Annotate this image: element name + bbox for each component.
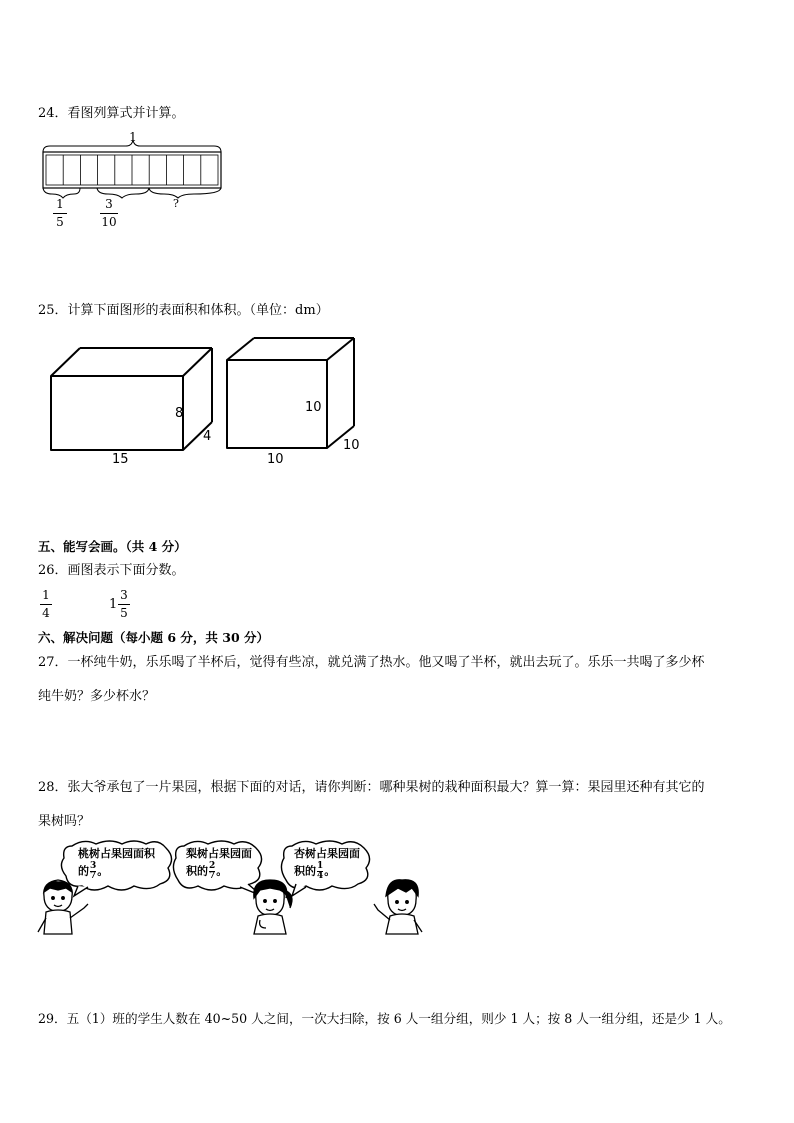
- section-5-title: 五、能写会画。（共 4 分）: [38, 539, 187, 554]
- q27-line-1: 27．一杯纯牛奶，乐乐喝了半杯后，觉得有些凉，就兑满了热水。他又喝了半杯，就出去玩了。乐乐一共喝了多少杯: [38, 655, 705, 670]
- q29-text: 29．五（1）班的学生人数在 40~50 人之间，一次大扫除，按 6 人一组分组，则少 1 人；按 8 人一组分组，还是少 1 人。: [38, 1011, 731, 1026]
- bubble-1-text: 桃树占果园面积 的 $\frac{3}{7}$ 。: [78, 847, 155, 881]
- q24-segments: [63, 155, 201, 185]
- q24-text: 24．看图列算式并计算。: [38, 106, 185, 121]
- child-3-icon: [374, 880, 422, 934]
- q26-mixed-whole: 1: [109, 597, 118, 612]
- q27-line-2: 纯牛奶？多少杯水？: [38, 689, 156, 704]
- cuboid-1-height: 8: [175, 406, 184, 421]
- cuboid-1-width: 4: [203, 429, 212, 444]
- q24-fraction-2: 3 10: [101, 197, 117, 229]
- cuboid-2-width: 10: [343, 438, 360, 453]
- q25-cuboids-figure: [40, 333, 380, 468]
- cuboid-1: [51, 348, 212, 450]
- cuboid-2-length: 10: [267, 452, 284, 467]
- cuboid-2-height: 10: [305, 400, 322, 415]
- cuboid-2: [227, 338, 354, 448]
- q26-fraction-1: 1 4: [40, 589, 52, 620]
- q24-unknown: ?: [173, 197, 179, 210]
- section-6-title: 六、解决问题（每小题 6 分，共 30 分）: [38, 630, 270, 645]
- q26-fraction-2: 3 5: [118, 589, 130, 620]
- cuboid-1-length: 15: [112, 452, 129, 467]
- q26-text: 26．画图表示下面分数。: [38, 563, 185, 578]
- q28-line-1: 28．张大爷承包了一片果园，根据下面的对话，请你判断：哪种果树的栽种面积最大？算一算：果园里还种有其它的: [38, 780, 705, 795]
- bubble-2-text: 梨树占果园面 积的 $\frac{2}{7}$ 。: [186, 847, 252, 881]
- q24-fraction-1: 1 5: [53, 198, 67, 229]
- q25-text: 25．计算下面图形的表面积和体积。（单位：dm）: [38, 303, 329, 318]
- q28-line-2: 果树吗？: [38, 814, 91, 829]
- child-2-icon: [254, 880, 292, 934]
- q24-total-label: 1: [129, 130, 137, 144]
- q24-brace-3: [149, 188, 221, 198]
- bubble-3-text: 杏树占果园面 积的 $\frac{1}{4}$ 。: [294, 847, 360, 881]
